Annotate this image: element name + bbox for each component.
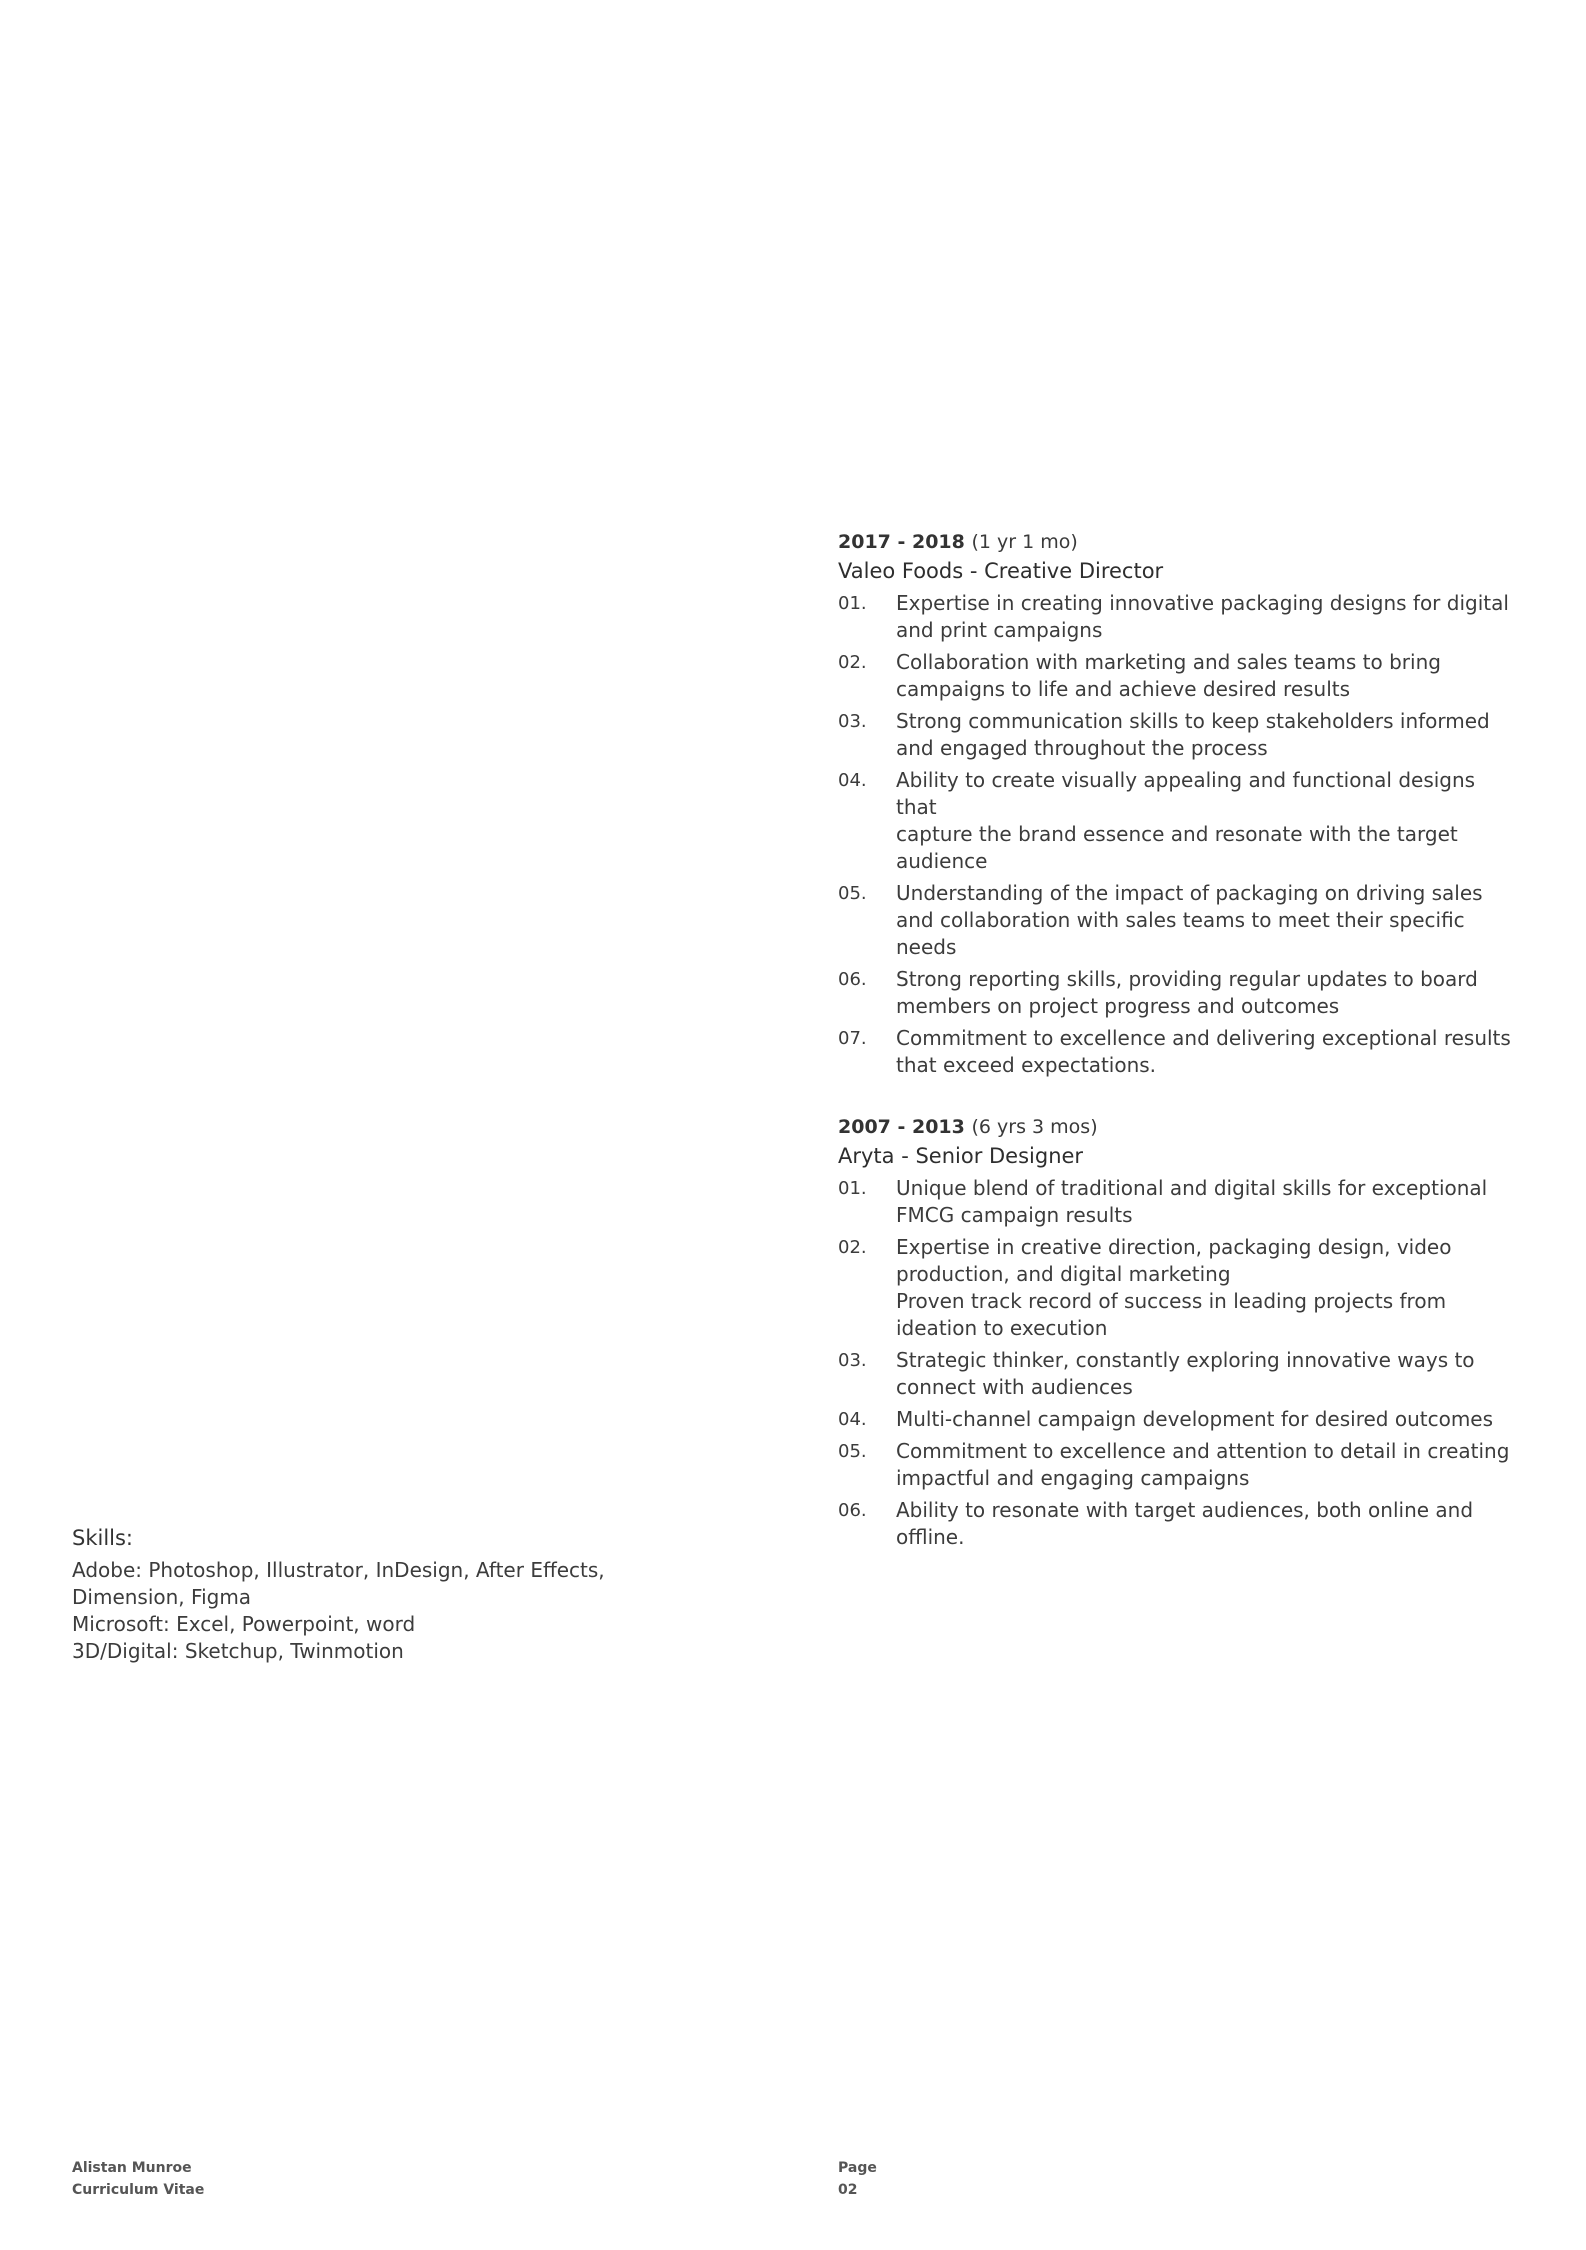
bullet-text: Expertise in creative direction, packaging design, video production, and digital marketing Proven track record of success in leading projects from ideation to execution bbox=[896, 1235, 1452, 1340]
job-bullet-list bbox=[838, 590, 1518, 1079]
bullet-number: 04. bbox=[838, 1409, 867, 1430]
experience-section bbox=[838, 528, 1518, 1585]
job-bullet bbox=[838, 1497, 1518, 1551]
job-dates bbox=[838, 1113, 1518, 1141]
footer-page-number: 02 bbox=[838, 2182, 858, 2198]
bullet-text: Ability to resonate with target audiences, both online and offline. bbox=[896, 1498, 1474, 1549]
bullet-text: Collaboration with marketing and sales teams to bring campaigns to life and achieve desired results bbox=[896, 650, 1441, 701]
job-duration: (6 yrs 3 mos) bbox=[971, 1116, 1098, 1138]
bullet-text: Strategic thinker, constantly exploring innovative ways to connect with audiences bbox=[896, 1348, 1475, 1399]
bullet-text: Understanding of the impact of packaging on driving sales and collaboration with sales teams to meet their specific needs bbox=[896, 881, 1483, 959]
bullet-number: 04. bbox=[838, 770, 867, 791]
footer-author bbox=[72, 2157, 204, 2201]
job-bullet bbox=[838, 966, 1518, 1020]
job-date-range: 2007 - 2013 bbox=[838, 1116, 965, 1138]
bullet-text: Unique blend of traditional and digital skills for exceptional FMCG campaign results bbox=[896, 1176, 1488, 1227]
job-entry bbox=[838, 1113, 1518, 1551]
job-bullet bbox=[838, 880, 1518, 961]
job-bullet bbox=[838, 590, 1518, 644]
footer-doc-title: Curriculum Vitae bbox=[72, 2182, 205, 2198]
skills-line: 3D/Digital: Sketchup, Twinmotion bbox=[72, 1639, 404, 1663]
job-bullet bbox=[838, 1234, 1518, 1342]
skills-line: Dimension, Figma bbox=[72, 1585, 252, 1609]
bullet-number: 05. bbox=[838, 1441, 867, 1462]
bullet-text: Strong reporting skills, providing regular updates to board members on project progress and outcomes bbox=[896, 967, 1478, 1018]
job-bullet bbox=[838, 708, 1518, 762]
skills-section bbox=[72, 1523, 652, 1665]
bullet-number: 03. bbox=[838, 711, 867, 732]
footer-name: Alistan Munroe bbox=[72, 2160, 192, 2176]
bullet-text: Expertise in creating innovative packaging designs for digital and print campaigns bbox=[896, 591, 1509, 642]
job-bullet bbox=[838, 1025, 1518, 1079]
job-bullet bbox=[838, 649, 1518, 703]
skills-line: Adobe: Photoshop, Illustrator, InDesign, After Effects, bbox=[72, 1558, 605, 1582]
bullet-number: 02. bbox=[838, 1237, 867, 1258]
job-bullet-list bbox=[838, 1175, 1518, 1551]
bullet-number: 01. bbox=[838, 1178, 867, 1199]
job-bullet bbox=[838, 1175, 1518, 1229]
bullet-number: 05. bbox=[838, 883, 867, 904]
job-role: Aryta - Senior Designer bbox=[838, 1144, 1084, 1168]
bullet-number: 06. bbox=[838, 1500, 867, 1521]
bullet-text: Multi-channel campaign development for desired outcomes bbox=[896, 1407, 1494, 1431]
bullet-text: Strong communication skills to keep stakeholders informed and engaged throughout the process bbox=[896, 709, 1490, 760]
job-date-range: 2017 - 2018 bbox=[838, 531, 965, 553]
footer-page-label: Page bbox=[838, 2160, 877, 2176]
footer-page bbox=[838, 2157, 877, 2201]
job-bullet bbox=[838, 1406, 1518, 1433]
bullet-number: 03. bbox=[838, 1350, 867, 1371]
bullet-text: Commitment to excellence and attention to detail in creating impactful and engaging campaigns bbox=[896, 1439, 1510, 1490]
bullet-text: Commitment to excellence and delivering exceptional results that exceed expectations. bbox=[896, 1026, 1511, 1077]
job-duration: (1 yr 1 mo) bbox=[971, 531, 1078, 553]
bullet-text: Ability to create visually appealing and functional designs that capture the brand essence and resonate with the target audience bbox=[896, 768, 1476, 873]
job-role: Valeo Foods - Creative Director bbox=[838, 559, 1164, 583]
skills-line: Microsoft: Excel, Powerpoint, word bbox=[72, 1612, 416, 1636]
skills-heading: Skills: bbox=[72, 1526, 134, 1550]
bullet-number: 06. bbox=[838, 969, 867, 990]
bullet-number: 07. bbox=[838, 1028, 867, 1049]
bullet-number: 02. bbox=[838, 652, 867, 673]
job-bullet bbox=[838, 767, 1518, 875]
job-bullet bbox=[838, 1438, 1518, 1492]
job-entry bbox=[838, 528, 1518, 1079]
job-dates bbox=[838, 528, 1518, 556]
job-bullet bbox=[838, 1347, 1518, 1401]
bullet-number: 01. bbox=[838, 593, 867, 614]
